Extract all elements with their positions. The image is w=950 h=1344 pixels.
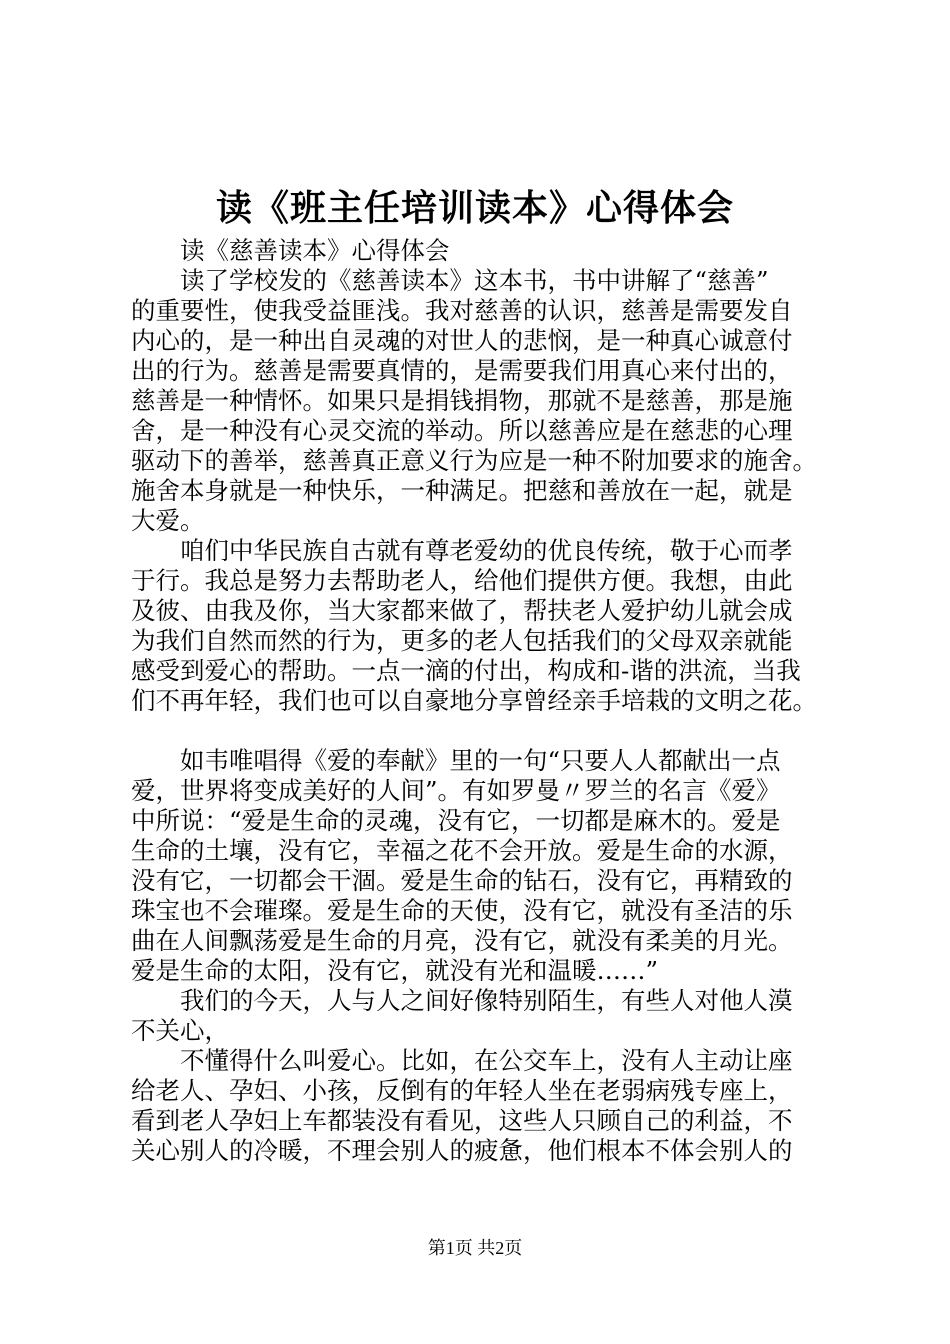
text-line: 大爱。 <box>131 506 205 535</box>
text-line: 施舍本身就是一种快乐，一种满足。把慈和善放在一起，就是 <box>131 476 793 505</box>
text-line: 的重要性，使我受益匪浅。我对慈善的认识，慈善是需要发自 <box>131 296 793 325</box>
text-line: 如韦唯唱得《爱的奉献》里的一句“只要人人都献出一点 <box>131 746 781 775</box>
text-line: 内心的，是一种出自灵魂的对世人的悲悯，是一种真心诚意付 <box>131 326 793 355</box>
text-line: 出的行为。慈善是需要真情的，是需要我们用真心来付出的， <box>131 356 793 385</box>
text-line: 读《慈善读本》心得体会 <box>131 236 450 265</box>
text-line: 于行。我总是努力去帮助老人，给他们提供方便。我想，由此 <box>131 566 793 595</box>
text-line: 不关心， <box>131 1016 229 1045</box>
page-footer: 第1页 共2页 <box>427 1238 523 1258</box>
text-line: 关心别人的冷暖，不理会别人的疲惫，他们根本不体会别人的 <box>131 1136 793 1165</box>
text-line: 咱们中华民族自古就有尊老爱幼的优良传统，敬于心而孝 <box>131 536 793 565</box>
text-line: 珠宝也不会璀璨。爱是生命的天使，没有它，就没有圣洁的乐 <box>131 896 793 925</box>
text-line: 慈善是一种情怀。如果只是捐钱捐物，那就不是慈善，那是施 <box>131 386 793 415</box>
text-line: 爱是生命的太阳，没有它，就没有光和温暖……” <box>131 956 659 985</box>
text-line: 感受到爱心的帮助。一点一滴的付出，构成和-谐的洪流，当我 <box>131 656 801 685</box>
document-body <box>131 236 831 1166</box>
document-title: 读《班主任培训读本》心得体会 <box>215 187 734 229</box>
text-line: 没有它，一切都会干涸。爱是生命的钻石，没有它，再精致的 <box>131 866 793 895</box>
text-line: 们不再年轻，我们也可以自豪地分享曾经亲手培栽的文明之花。 <box>131 686 817 715</box>
text-line: 爱，世界将变成美好的人间”。有如罗曼〃罗兰的名言《爱》 <box>131 776 781 805</box>
text-line: 曲在人间飘荡爱是生命的月亮，没有它，就没有柔美的月光。 <box>131 926 793 955</box>
text-line: 不懂得什么叫爱心。比如，在公交车上，没有人主动让座 <box>131 1046 793 1075</box>
text-line: 给老人、孕妇、小孩，反倒有的年轻人坐在老弱病残专座上， <box>131 1076 793 1105</box>
text-line: 看到老人孕妇上车都装没有看见，这些人只顾自己的利益，不 <box>131 1106 793 1135</box>
text-line: 为我们自然而然的行为，更多的老人包括我们的父母双亲就能 <box>131 626 793 655</box>
text-line: 舍，是一种没有心灵交流的举动。所以慈善应是在慈悲的心理 <box>131 416 793 445</box>
text-line: 中所说：“爱是生命的灵魂，没有它，一切都是麻木的。爱是 <box>131 806 781 835</box>
text-line: 我们的今天，人与人之间好像特别陌生，有些人对他人漠 <box>131 986 793 1015</box>
text-line: 及彼、由我及你，当大家都来做了，帮扶老人爱护幼儿就会成 <box>131 596 793 625</box>
text-line: 生命的土壤，没有它，幸福之花不会开放。爱是生命的水源， <box>131 836 793 865</box>
text-line: 驱动下的善举，慈善真正意义行为应是一种不附加要求的施舍。 <box>131 446 817 475</box>
text-line: 读了学校发的《慈善读本》这本书，书中讲解了“慈善” <box>131 266 769 295</box>
blank-line <box>131 716 831 746</box>
